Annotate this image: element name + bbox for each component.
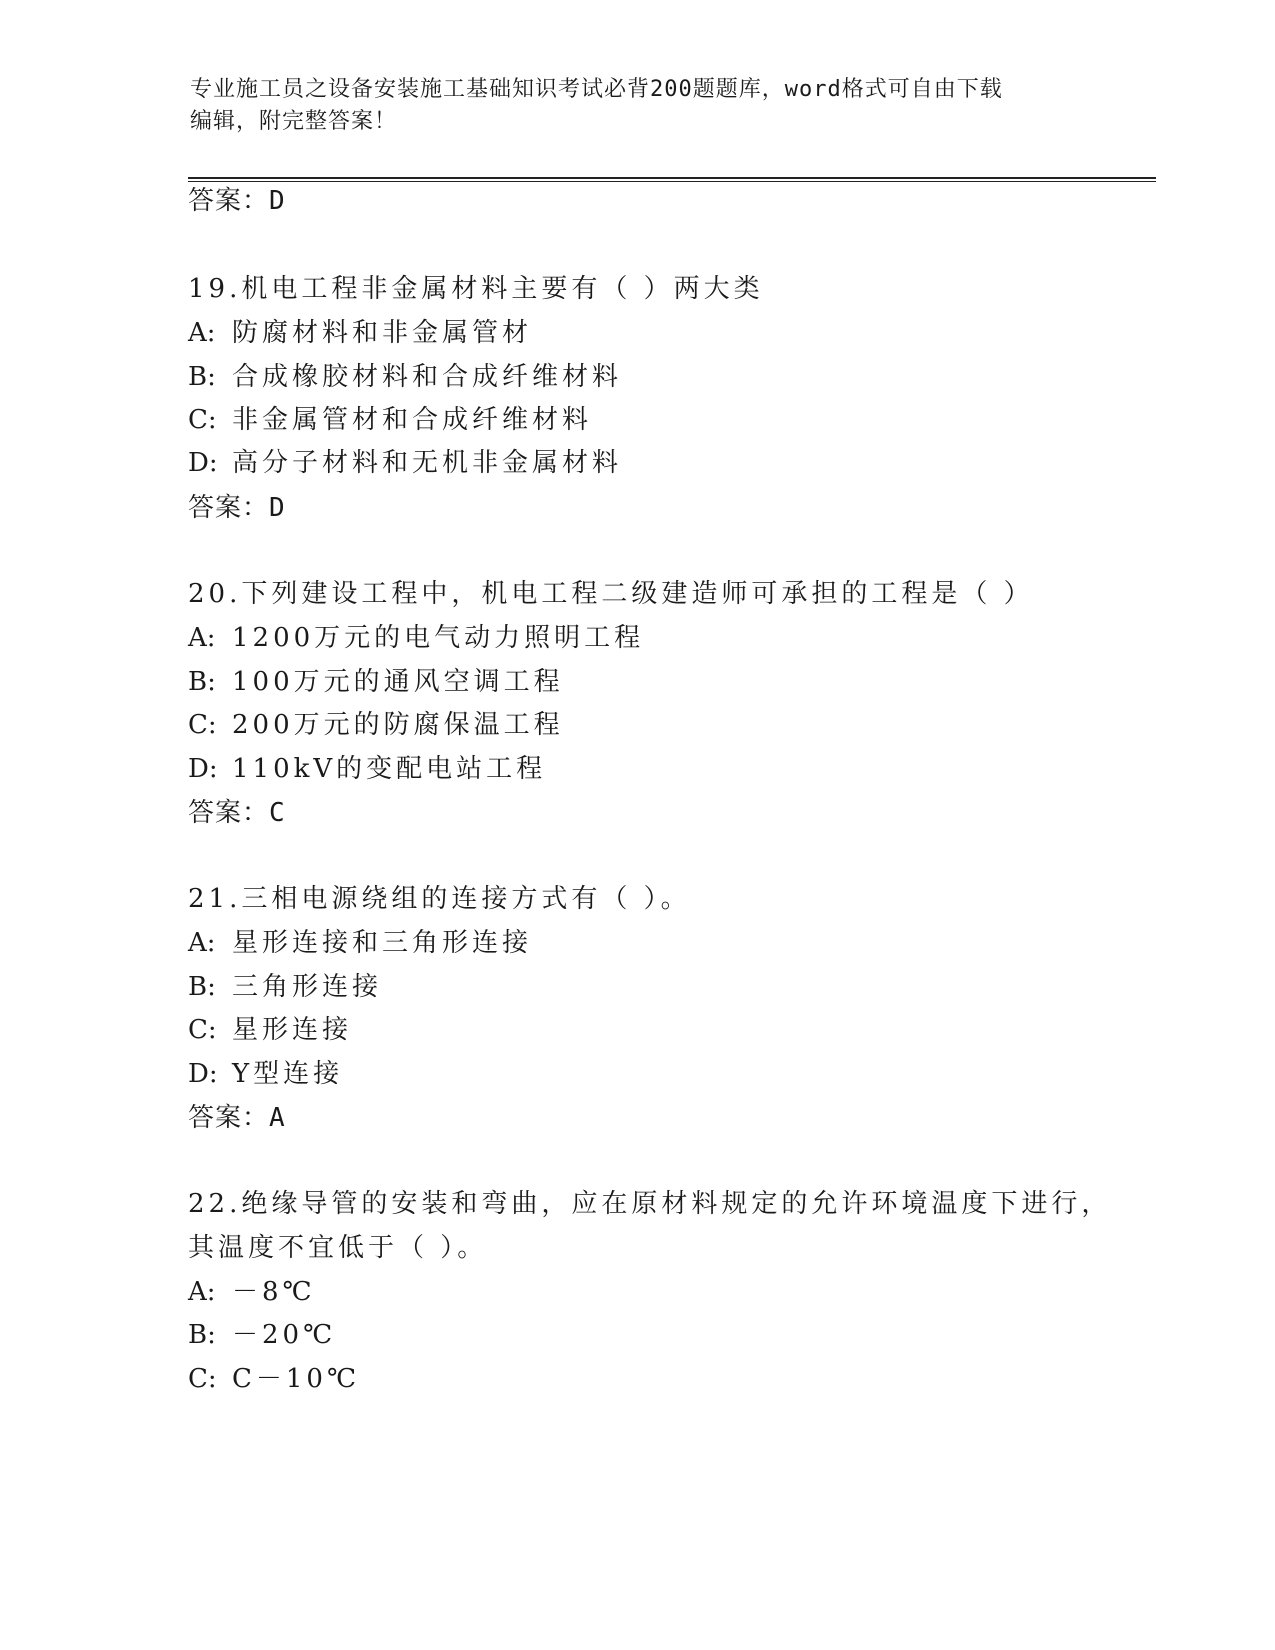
option-text: 高分子材料和无机非金属材料 [232, 448, 623, 478]
option-text: 星形连接 [232, 1015, 353, 1045]
option-key: A: [188, 1277, 216, 1307]
answer-value: C [269, 798, 286, 828]
option-text: 110kV的变配电站工程 [232, 754, 547, 784]
question-19-option-b [188, 360, 622, 394]
option-text: 合成橡胶材料和合成纤维材料 [232, 362, 623, 392]
answer-value: A [269, 1103, 286, 1133]
option-text: －20℃ [232, 1320, 337, 1350]
header-divider-thick [188, 177, 1156, 179]
answer-label: 答案： [188, 186, 270, 216]
header-title-line1: 专业施工员之设备安装施工基础知识考试必背200题题库，word格式可自由下载 [190, 77, 1003, 102]
question-22-text-line1: 22.绝缘导管的安装和弯曲，应在原材料规定的允许环境温度下进行， [188, 1189, 1112, 1219]
option-key: D: [188, 448, 218, 478]
option-key: A: [188, 623, 216, 653]
question-22-option-a [188, 1275, 316, 1309]
question-19-option-d [188, 446, 622, 480]
option-key: C: [188, 710, 217, 740]
question-21-option-c [188, 1013, 352, 1047]
question-20-option-a [188, 621, 644, 655]
option-text: 防腐材料和非金属管材 [232, 318, 533, 348]
option-key: B: [188, 667, 216, 697]
option-text: Y型连接 [232, 1059, 344, 1089]
question-20-option-b [188, 665, 564, 699]
question-20-answer [188, 798, 286, 828]
option-text: 星形连接和三角形连接 [232, 928, 533, 958]
option-key: A: [188, 928, 216, 958]
question-20-option-c [188, 708, 564, 742]
document-header [190, 74, 1090, 138]
option-key: C: [188, 405, 217, 435]
question-19-answer [188, 493, 286, 523]
option-key: C: [188, 1015, 217, 1045]
option-key: B: [188, 1320, 216, 1350]
answer-value: D [269, 186, 286, 216]
question-21-option-d [188, 1057, 343, 1091]
option-text: 1200万元的电气动力照明工程 [232, 623, 645, 653]
option-text: 200万元的防腐保温工程 [232, 710, 564, 740]
option-key: B: [188, 362, 216, 392]
option-text: 非金属管材和合成纤维材料 [232, 405, 593, 435]
option-text: 三角形连接 [232, 972, 383, 1002]
question-21-option-a [188, 926, 532, 960]
option-key: D: [188, 754, 218, 784]
question-19-option-c [188, 403, 592, 437]
question-21-option-b [188, 970, 382, 1004]
option-text: C－10℃ [232, 1364, 361, 1394]
option-text: 100万元的通风空调工程 [232, 667, 564, 697]
answer-label: 答案： [188, 798, 270, 828]
header-title-line2: 编辑，附完整答案！ [190, 109, 398, 134]
question-22-text-line2: 其温度不宜低于（ ）。 [188, 1233, 488, 1263]
question-22-option-b [188, 1318, 336, 1352]
question-22-option-c [188, 1362, 360, 1396]
question-21-answer [188, 1103, 286, 1133]
question-20-option-d [188, 752, 546, 786]
option-key: C: [188, 1364, 217, 1394]
answer-line [188, 186, 286, 216]
answer-value: D [269, 493, 286, 523]
option-key: B: [188, 972, 216, 1002]
header-divider-thin [188, 181, 1156, 182]
question-21-text: 21.三相电源绕组的连接方式有（ ）。 [188, 884, 691, 914]
option-text: －8℃ [232, 1277, 316, 1307]
question-19-text: 19.机电工程非金属材料主要有（ ）两大类 [188, 274, 764, 304]
option-key: A: [188, 318, 216, 348]
answer-label: 答案： [188, 1103, 270, 1133]
question-20-text: 20.下列建设工程中，机电工程二级建造师可承担的工程是（ ） [188, 579, 1034, 609]
option-key: D: [188, 1059, 218, 1089]
answer-label: 答案： [188, 493, 270, 523]
question-19-option-a [188, 316, 532, 350]
